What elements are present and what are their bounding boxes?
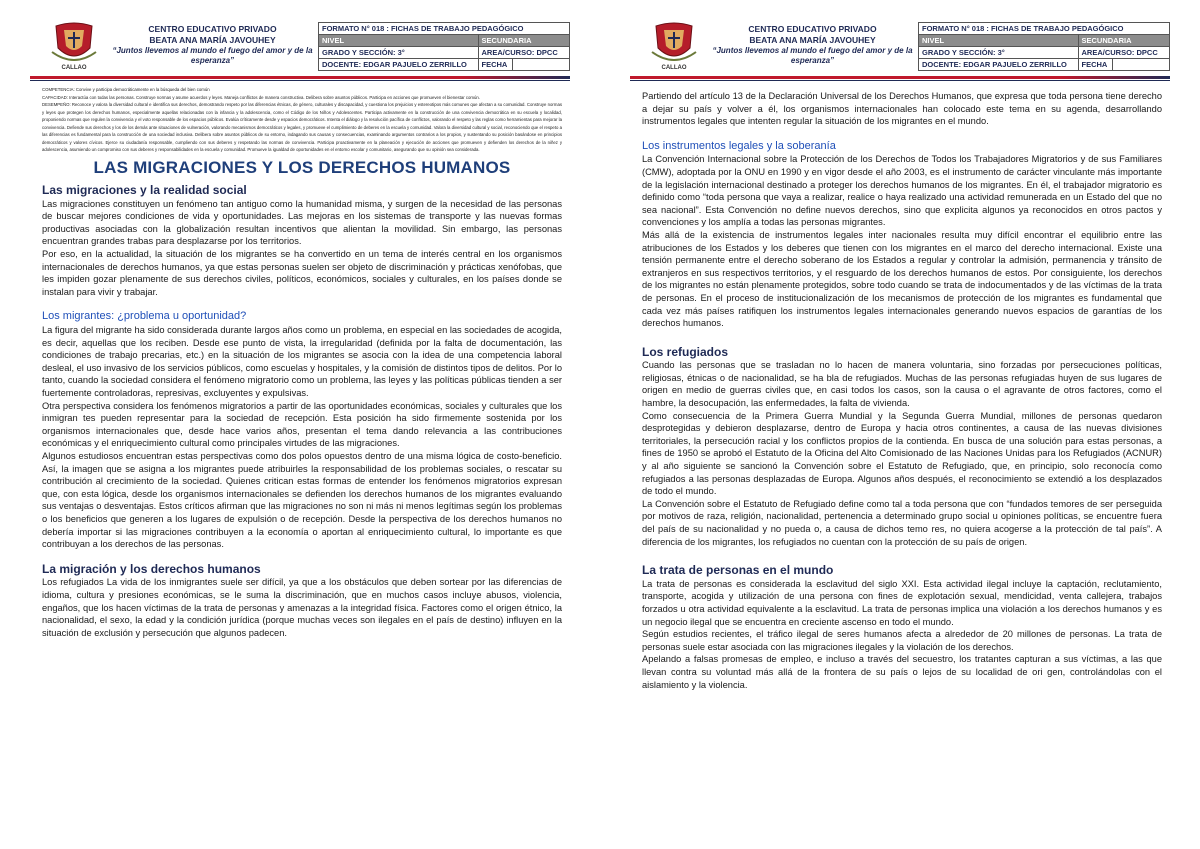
- paragraph: Por eso, en la actualidad, la situación de los migrantes se ha convertido en un tema de interés central en los organismos internacionales de derechos humanos, ya que estas personas suelen ser objeto de discriminación y prácticas xenófobas, que les impiden gozar plenamente de sus derechos civiles, políticos, económicos, sociales y culturales, en los países donde se instalan para vivir y trabajar.: [42, 249, 562, 297]
- nivel-label: NIVEL: [919, 35, 1079, 47]
- school-logo: [50, 22, 98, 74]
- area-cell: AREA/CURSO: DPCC: [478, 47, 570, 59]
- school-motto: “Juntos llevemos al mundo el fuego del amor y de la esperanza”: [112, 46, 313, 65]
- grado-cell: GRADO Y SECCIÓN: 3°: [919, 47, 1079, 59]
- shield-crest-icon: [650, 22, 698, 66]
- paragraph: Apelando a falsas promesas de empleo, e incluso a través del secuestro, los tratantes capturan a sus víctimas, a las que llevan contra su voluntad más allá de la frontera de su país o lejos de su localidad de ori gen, controlándolas con el aislamiento y la violencia.: [642, 654, 1162, 690]
- section-heading: La migración y los derechos humanos: [42, 561, 261, 576]
- paragraph: Partiendo del artículo 13 de la Declaración Universal de los Derechos Humanos, que expresa que toda persona tiene derecho a dejar su país y volver a él, los organismos internacionales han colocado este tema en su agenda, desarrollando instrumentos legales que intenten regular la situación de los migrantes en el mundo.: [642, 91, 1162, 127]
- paragraph: Algunos estudiosos encuentran estas perspectivas como dos polos opuestos dentro de una misma lógica de costo-beneficio. Así, la imagen que se asigna a los migrantes puede atribuirles la responsabilidad de los problemas sociales, o rescatar su contribución al crecimiento de la sociedad. Quienes critican estas formas de entender los fenómenos migratorios expresan que, con esta lógica, desde los organismos internacionales se defienden los derechos humanos de los migrantes evaluando sus ventajas o desventajas. Estos críticos afirman que las migraciones no son ni más ni menos legítimas según los problemas o los beneficios que generen a los lugares de expulsión o de recepción. Desde la perspectiva de los derechos humanos no debería importar si las migraciones contribuyen a la economía o aportan al enriquecimiento cultural, lo importante es que contribuyan a los derechos de las personas.: [42, 450, 562, 550]
- paragraph: Según estudios recientes, el tráfico ilegal de seres humanos afecta a alrededor de 20 millones de personas. La trata de personas suele estar asociada con las migraciones ilegales y la violación de los derechos.: [642, 629, 1162, 652]
- competencia-text: COMPETENCIA: Convive y participa democráticamente en la búsqueda del bien común: [42, 87, 210, 92]
- fecha-value: [1113, 59, 1170, 71]
- logo-caption: CALLAO: [61, 65, 87, 71]
- fecha-value: [513, 59, 570, 71]
- header-divider: [630, 76, 1170, 79]
- page-header: [650, 22, 1170, 72]
- paragraph: Otra perspectiva considera los fenómenos migratorios a partir de las oportunidades económicas, sociales y culturales que los inmigran tes pueden representar para la sociedad de recepción. Esta posición ha sido firmemente sostenida por los organismos internacionales que, desde hace varios años, presentan el tema dando relevancia a las contribuciones económicas y el enriquecimiento cultural como principales virtudes de las migraciones.: [42, 400, 562, 449]
- nivel-value: SECUNDARIA: [1078, 35, 1170, 47]
- paragraph: La Convención sobre el Estatuto de Refugiado define como tal a toda persona que con “fundados temores de ser perseguida por motivos de raza, religión, nacionalidad, pertenencia a determinado grupo social u opiniones políticas, se encuentre fuera del país de su nacionalidad y no pueda o, a causa de dichos temo res, no quiera acogerse a la protección de tal país”. A diferencia de los migrantes, los refugiados no cuentan con la protección de su país de origen.: [642, 498, 1162, 547]
- school-line1: CENTRO EDUCATIVO PRIVADO: [748, 24, 877, 34]
- section-heading: La trata de personas en el mundo: [642, 563, 834, 578]
- school-name: [710, 24, 915, 66]
- header-table: [918, 22, 1170, 71]
- paragraph: La Convención Internacional sobre la Protección de los Derechos de Todos los Trabajadores Migratorios y de sus Familiares (CMW), adoptada por la ONU en 1990 y en vigor desde el año 2003, es el instrumento de carácter vinculante más importante de la legislación internacional destinado a proteger los derechos humanos de los migrantes. En él, el trabajador migratorio es definido como “toda persona que vaya a realizar, realice o haya realizado una actividad remunerada en un Estado del que no sea nacional”. Esta Convención no define nuevos derechos, sino que explicita algunos ya reconocidos en otros pactos y convenciones y los amplía a todas las personas migrantes.: [642, 154, 1162, 228]
- capacidad-text: CAPACIDAD: Interactúa con todas las personas. Construye normas y asume acuerdos y leyes. Maneja conflictos de manera constructiva. Delibera sobre asuntos públicos. Participa en acciones que promueven el bienestar común.: [42, 94, 480, 100]
- fecha-label: FECHA: [1078, 59, 1113, 71]
- school-line2: BEATA ANA MARÍA JAVOUHEY: [149, 35, 276, 45]
- nivel-value: SECUNDARIA: [478, 35, 570, 47]
- section-heading: Los instrumentos legales y la soberanía: [642, 139, 836, 152]
- paragraph: Como consecuencia de la Primera Guerra Mundial y la Segunda Guerra Mundial, millones de personas quedaron desprotegidas y debieron desplazarse, dentro de Europa y hacia otros continentes, a causa de las nuevas divisiones territoriales, la persecución racial y los conflictos propios de la contienda. En busca de una solución para estas personas, a fines de 1950 se aprobó el Estatuto de la Oficina del Alto Comisionado de las Naciones Unidas para los Refugiados (ACNUR) y al año siguiente se sancionó la Convención sobre el Estatuto de Refugiado, que, en principio, solo reconocía como refugiados a las personas desplazadas de Europa. Algunos años después, el reconocimiento se extendió a los desplazados de todo el mundo.: [642, 410, 1162, 497]
- format-cell: FORMATO N° 018 : FICHAS DE TRABAJO PEDAGÓGICO: [919, 23, 1170, 35]
- school-line1: CENTRO EDUCATIVO PRIVADO: [148, 24, 277, 34]
- school-name: [110, 24, 315, 66]
- section-heading: Los refugiados: [642, 344, 729, 359]
- page-title: LAS MIGRACIONES Y LOS DERECHOS HUMANOS: [93, 157, 511, 177]
- competencies-block: [42, 86, 562, 154]
- fecha-label: FECHA: [478, 59, 513, 71]
- logo-caption: CALLAO: [661, 65, 687, 71]
- page-right: [600, 0, 1200, 849]
- paragraph: Más allá de la existencia de instrumentos legales inter nacionales resulta muy difícil encontrar el equilibrio entre las atribuciones de los Estados y los deberes que tienen con los migrantes en el marco del derecho internacional. Existe una tensión permanente entre el derecho soberano de los Estados a regular y controlar la admisión, permanencia y tránsito de extranjeros en sus respectivos territorios, y el resguardo de los derechos humanos de estos. Por consiguiente, los derechos de los migrantes no están plenamente protegidos, sobre todo cuando se trata de indocumentados y de las víctimas de la trata de personas. En el proceso de institucionalización de los mecanismos de protección de los migrantes es fundamental que cada vez más países ratifiquen los instrumentos legales internacionales generando nuevos espacios de garantías de los derechos humanos.: [642, 229, 1162, 329]
- paragraph: La figura del migrante ha sido considerada durante largos años como un problema, en especial en las sociedades de acogida, es decir, aquellas que los reciben. Desde ese punto de vista, la irregularidad (definida por la falta de documentación, las condiciones de trabajo precarias, etc.) en la situación de los migrantes se asocia con la idea de una competencia laboral desleal, el uso invasivo de los servicios públicos, como escuelas y hospitales, y la comisión de distintos tipos de delitos. Por lo tanto, cuando la sociedad considera el fenómeno migratorio como un problema, las leyes y las políticas públicas tienden a ser fuertemente controladoras, represivas, excluyentes y expulsivas.: [42, 325, 562, 398]
- right-content: [642, 90, 1162, 691]
- paragraph: Los refugiados La vida de los inmigrantes suele ser difícil, ya que a los obstáculos que deben sortear por las diferencias de idioma, cultura y presiones económicas, se le suma la discriminación, que en muchos casos incluye abusos, violencia, engaños, que los hacen víctimas de la trata de personas y amenazas a la integridad física. Factores como el origen étnico, la nacionalidad, el sexo, la edad y la condición jurídica (porque muchas veces son ilegales en el país de destino) influyen en la situación de exclusión y persecución que algunos padecen.: [42, 577, 562, 638]
- header-divider-thin: [630, 80, 1170, 81]
- school-motto: “Juntos llevemos al mundo el fuego del amor y de la esperanza”: [712, 46, 913, 65]
- area-cell: AREA/CURSO: DPCC: [1078, 47, 1170, 59]
- shield-crest-icon: [50, 22, 98, 66]
- section-heading: Las migraciones y la realidad social: [42, 183, 247, 198]
- paragraph: Las migraciones constituyen un fenómeno tan antiguo como la humanidad misma, y surgen de la necesidad de las personas de buscar mejores condiciones de vida y oportunidades. Las mejoras en los sistemas de transporte y las nuevas formas productivas asociadas con la globalización resultan incentivos que alientan la movilidad. Sin embargo, las personas encuentran grandes trabas para desplazarse por los territorios.: [42, 198, 562, 247]
- docente-cell: DOCENTE: EDGAR PAJUELO ZERRILLO: [919, 59, 1079, 71]
- section-heading: Los migrantes: ¿problema u oportunidad?: [42, 310, 247, 323]
- left-content: [42, 86, 562, 639]
- grado-cell: GRADO Y SECCIÓN: 3°: [319, 47, 479, 59]
- desempeno-text: DESEMPEÑO: Reconoce y valora la diversidad cultural e identifica sus derechos, demostrando respeto por las diferencias étnicas, de género, culturales y discapacidad, y cuestiona los prejuicios y estereotipos más comunes que afectan a su comunidad. Construye normas y leyes que protegen los derechos humanos, especialmente aquellas relacionadas con la infancia y la adolescencia, como el Código de los Niños y Adolescentes. Participa activamente en la construcción de una convivencia democrática en su escuela y localidad, proponiendo normas que regulen la convivencia y el voto responsable de los espacios públicos. Evalúa críticamente desde y espacios democráticos. Intenta el diálogo y la resolución pacífica de conflictos, valorando el respeto y las reglas como herramientas para mejorar la convivencia. Defiende sus derechos y los de los demás ante situaciones de vulneración, valorando mecanismos democráticos y legales, y promueve el cumplimiento de deberes en la escuela y comunidad. Valora la diversidad cultural y social, reconociendo que el respeto a las diferencias es fundamental para la construcción de una sociedad inclusiva. Delibera sobre asuntos públicos de su entorno, indagando sus causas y consecuencias, examinando argumentos contrarios a los propios, y sustentando su posición basándose en principios democráticos y valores cívicos. Ejerce su ciudadanía responsable, cumpliendo con sus deberes y respetando las normas de convivencia. Participa proactivamente en la planeación y ejecución de acciones que promueven y defienden los derechos de la niñez y adolescencia, asumiendo un compromiso con sus deberes y responsabilidades en la escuela y comunidad. Promueve la igualdad de oportunidades en el entorno escolar y comunitario, asegurando que su opinión sea considerada.: [42, 102, 562, 152]
- paragraph: Cuando las personas que se trasladan no lo hacen de manera voluntaria, sino forzadas por persecuciones políticas, religiosas, étnicas o de nacionalidad, se ha bla de refugiados. Muchas de las personas refugiadas huyen de sus lugares de origen en medio de guerras civiles que, en casi todos los casos, son la causa o el agravante de otros factores, como el hambre, la desocupación, las enfermedades, la falta de vivienda.: [642, 360, 1162, 409]
- header-table: [318, 22, 570, 71]
- school-line2: BEATA ANA MARÍA JAVOUHEY: [749, 35, 876, 45]
- docente-cell: DOCENTE: EDGAR PAJUELO ZERRILLO: [319, 59, 479, 71]
- page-header: [50, 22, 570, 72]
- header-divider: [30, 76, 570, 79]
- paragraph: La trata de personas es considerada la esclavitud del siglo XXI. Esta actividad ilegal incluye la captación, reclutamiento, transporte, acogida y utilización de una persona con fines de explotación sexual, mendicidad, venta callejera, trabajos forzados u otra actividad equivalente a la esclavitud. La trata de personas implica una violación a los derechos humanos y es un negocio ilegal que se encuentra en creciente ascenso en todo el mundo.: [642, 578, 1162, 627]
- school-logo: [650, 22, 698, 74]
- format-cell: FORMATO N° 018 : FICHAS DE TRABAJO PEDAGÓGICO: [319, 23, 570, 35]
- header-divider-thin: [30, 80, 570, 81]
- nivel-label: NIVEL: [319, 35, 479, 47]
